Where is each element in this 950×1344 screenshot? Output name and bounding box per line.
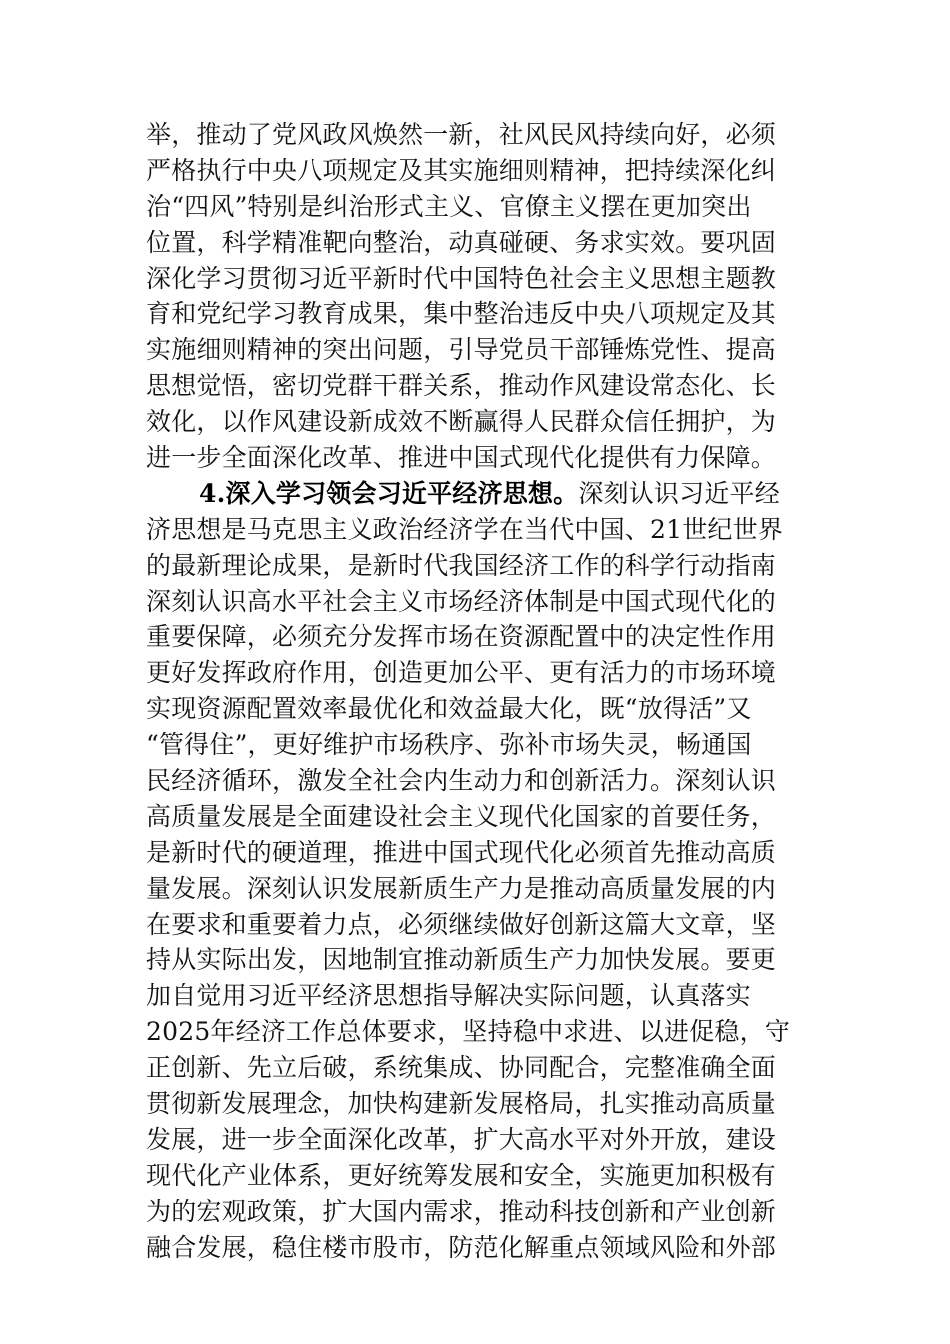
text-line: 是新时代的硬道理，推进中国式现代化必须首先推动高质 xyxy=(146,837,777,867)
text-line: 严格执行中央八项规定及其实施细则精神，把持续深化纠 xyxy=(146,155,777,185)
text-line: 效化，以作风建设新成效不断赢得人民群众信任拥护，为 xyxy=(146,407,777,437)
text-line: 实现资源配置效率最优化和效益最大化，既“放得活”又 xyxy=(146,694,752,724)
text-line: 融合发展，稳住楼市股市，防范化解重点领域风险和外部 xyxy=(146,1232,777,1262)
text-line: 正创新、先立后破，系统集成、协同配合，完整准确全面 xyxy=(146,1053,777,1083)
text-line: 育和党纪学习教育成果，集中整治违反中央八项规定及其 xyxy=(146,299,777,329)
body-text xyxy=(146,117,806,1266)
text-line: 发展，进一步全面深化改革，扩大高水平对外开放，建设 xyxy=(146,1124,777,1154)
text-line: 量发展。深刻认识发展新质生产力是推动高质量发展的内 xyxy=(146,873,777,903)
text-line: 深化学习贯彻习近平新时代中国特色社会主义思想主题教 xyxy=(146,263,777,293)
text-line: 民经济循环，激发全社会内生动力和创新活力。深刻认识 xyxy=(146,766,777,796)
text-line: 持从实际出发，因地制宜推动新质生产力加快发展。要更 xyxy=(146,945,777,975)
text-line: 加自觉用习近平经济思想指导解决实际问题，认真落实 xyxy=(146,981,751,1011)
text-line: “管得住”，更好维护市场秩序、弥补市场失灵，畅通国 xyxy=(146,730,752,760)
section-4-first-line xyxy=(146,476,806,512)
text-line: 高质量发展是全面建设社会主义现代化国家的首要任务， xyxy=(146,801,777,831)
text-line: 2025年经济工作总体要求，坚持稳中求进、以进促稳，守 xyxy=(146,1017,791,1047)
text-line: 现代化产业体系，更好统筹发展和安全，实施更加积极有 xyxy=(146,1160,777,1190)
text-line: 贯彻新发展理念，加快构建新发展格局，扎实推动高质量 xyxy=(146,1089,777,1119)
text-line: 思想觉悟，密切党群干群关系，推动作风建设常态化、长 xyxy=(146,371,777,401)
text-line: 进一步全面深化改革、推进中国式现代化提供有力保障。 xyxy=(146,443,777,473)
text-line: 位置，科学精准靶向整治，动真碰硬、务求实效。要巩固 xyxy=(146,227,777,257)
text-line: 重要保障，必须充分发挥市场在资源配置中的决定性作用 xyxy=(146,622,777,652)
text-line: 举，推动了党风政风焕然一新，社风民风持续向好，必须 xyxy=(146,120,777,149)
text-line: 济思想是马克思主义政治经济学在当代中国、21世纪世界 xyxy=(146,514,784,544)
text-line: 更好发挥政府作用，创造更加公平、更有活力的市场环境 xyxy=(146,658,777,688)
text-line: 实施细则精神的突出问题，引导党员干部锤炼党性、提高 xyxy=(146,335,777,365)
text-line: 深刻认识高水平社会主义市场经济体制是中国式现代化的 xyxy=(146,586,777,616)
text-line: 在要求和重要着力点，必须继续做好创新这篇大文章，坚 xyxy=(146,909,777,939)
section-4-first-line-text: 深刻认识习近平经 xyxy=(578,478,780,508)
paragraph-1 xyxy=(146,117,806,476)
text-line: 的最新理论成果，是新时代我国经济工作的科学行动指南 xyxy=(146,550,777,580)
text-line: 为的宏观政策，扩大国内需求，推动科技创新和产业创新 xyxy=(146,1196,777,1226)
section-4-paragraph xyxy=(146,476,806,1266)
text-line: 治“四风”特别是纠治形式主义、官僚主义摆在更加突出 xyxy=(146,191,752,221)
section-4-heading: 4.深入学习领会习近平经济思想。 xyxy=(199,478,579,508)
